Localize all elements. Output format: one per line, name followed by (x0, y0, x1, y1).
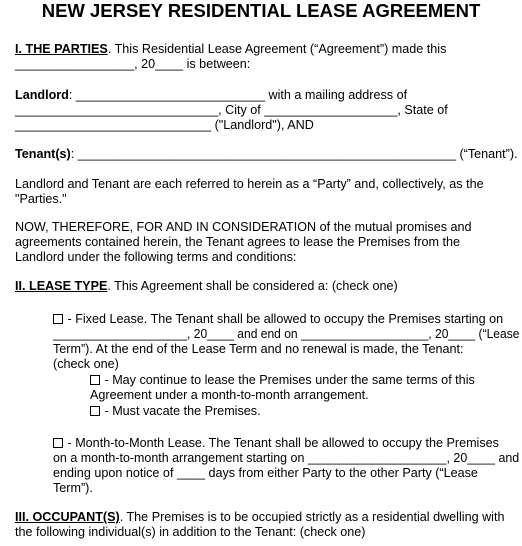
occupants-line-1: III. OCCUPANT(S). The Premises is to be occupied strictly as a residential dwelling with (15, 510, 505, 524)
fixed-lease-line-2[interactable]: ____________________, 20____ and end on ___________________, 20____ (“Lease (53, 327, 520, 341)
monthly-lease-line-2[interactable]: on a month-to-month arrangement starting on ____________________, 20____ and (53, 451, 520, 465)
vacate-option: - Must vacate the Premises. (90, 404, 261, 419)
landlord-line-2[interactable]: _____________________________, City of ___________________, State of (15, 103, 448, 117)
consideration-line-2: agreements contained herein, the Tenant agrees to lease the Premises from the (15, 235, 461, 249)
monthly-lease-checkbox[interactable] (53, 438, 63, 448)
occupants-heading: III. OCCUPANT(S) (15, 510, 120, 524)
consideration-line-3: Landlord under the following terms and conditions: (15, 250, 297, 264)
party-definition-line-1: Landlord and Tenant are each referred to herein as a “Party” and, collectively, as the (15, 177, 484, 191)
fixed-lease-line-1: - Fixed Lease. The Tenant shall be allowed to occupy the Premises starting on (53, 312, 503, 327)
monthly-lease-line-1: - Month-to-Month Lease. The Tenant shall be allowed to occupy the Premises (53, 436, 499, 451)
continue-lease-option: - May continue to lease the Premises under the same terms of this (90, 373, 475, 388)
fixed-lease-line-3: Term”). At the end of the Lease Term and no renewal is made, the Tenant: (53, 342, 464, 356)
lease-type-heading: II. LEASE TYPE (15, 279, 108, 293)
tenant-line[interactable]: Tenant(s): ______________________________________________________ (“Tenant”). (15, 147, 518, 161)
parties-line-1: I. THE PARTIES. This Residential Lease Agreement (“Agreement”) made this (15, 42, 447, 56)
landlord-label: Landlord (15, 88, 69, 102)
monthly-lease-line-3[interactable]: ending upon notice of ____ days from either Party to the other Party (“Lease (53, 466, 478, 480)
party-definition-line-2: "Parties." (15, 192, 67, 206)
occupants-line-2: the following individual(s) in addition to the Tenant: (check one) (15, 525, 366, 539)
vacate-checkbox[interactable] (90, 406, 100, 416)
lease-type-intro: II. LEASE TYPE. This Agreement shall be considered a: (check one) (15, 279, 398, 293)
parties-heading: I. THE PARTIES (15, 42, 108, 56)
consideration-line-1: NOW, THEREFORE, FOR AND IN CONSIDERATION of the mutual promises and (15, 220, 472, 234)
document-title: NEW JERSEY RESIDENTIAL LEASE AGREEMENT (41, 0, 481, 21)
parties-line-2[interactable]: _________________, 20____ is between: (15, 57, 251, 71)
monthly-lease-line-4: Term”). (53, 481, 93, 495)
fixed-lease-line-4: (check one) (53, 357, 119, 371)
landlord-line-3[interactable]: ____________________________ ("Landlord"), AND (15, 118, 314, 132)
fixed-lease-checkbox[interactable] (53, 314, 63, 324)
landlord-line-1[interactable]: Landlord: ___________________________ with a mailing address of (15, 88, 408, 102)
continue-lease-checkbox[interactable] (90, 375, 100, 385)
continue-lease-option-line-2: Agreement under a month-to-month arrangement. (90, 388, 369, 402)
tenant-label: Tenant(s) (15, 147, 71, 161)
